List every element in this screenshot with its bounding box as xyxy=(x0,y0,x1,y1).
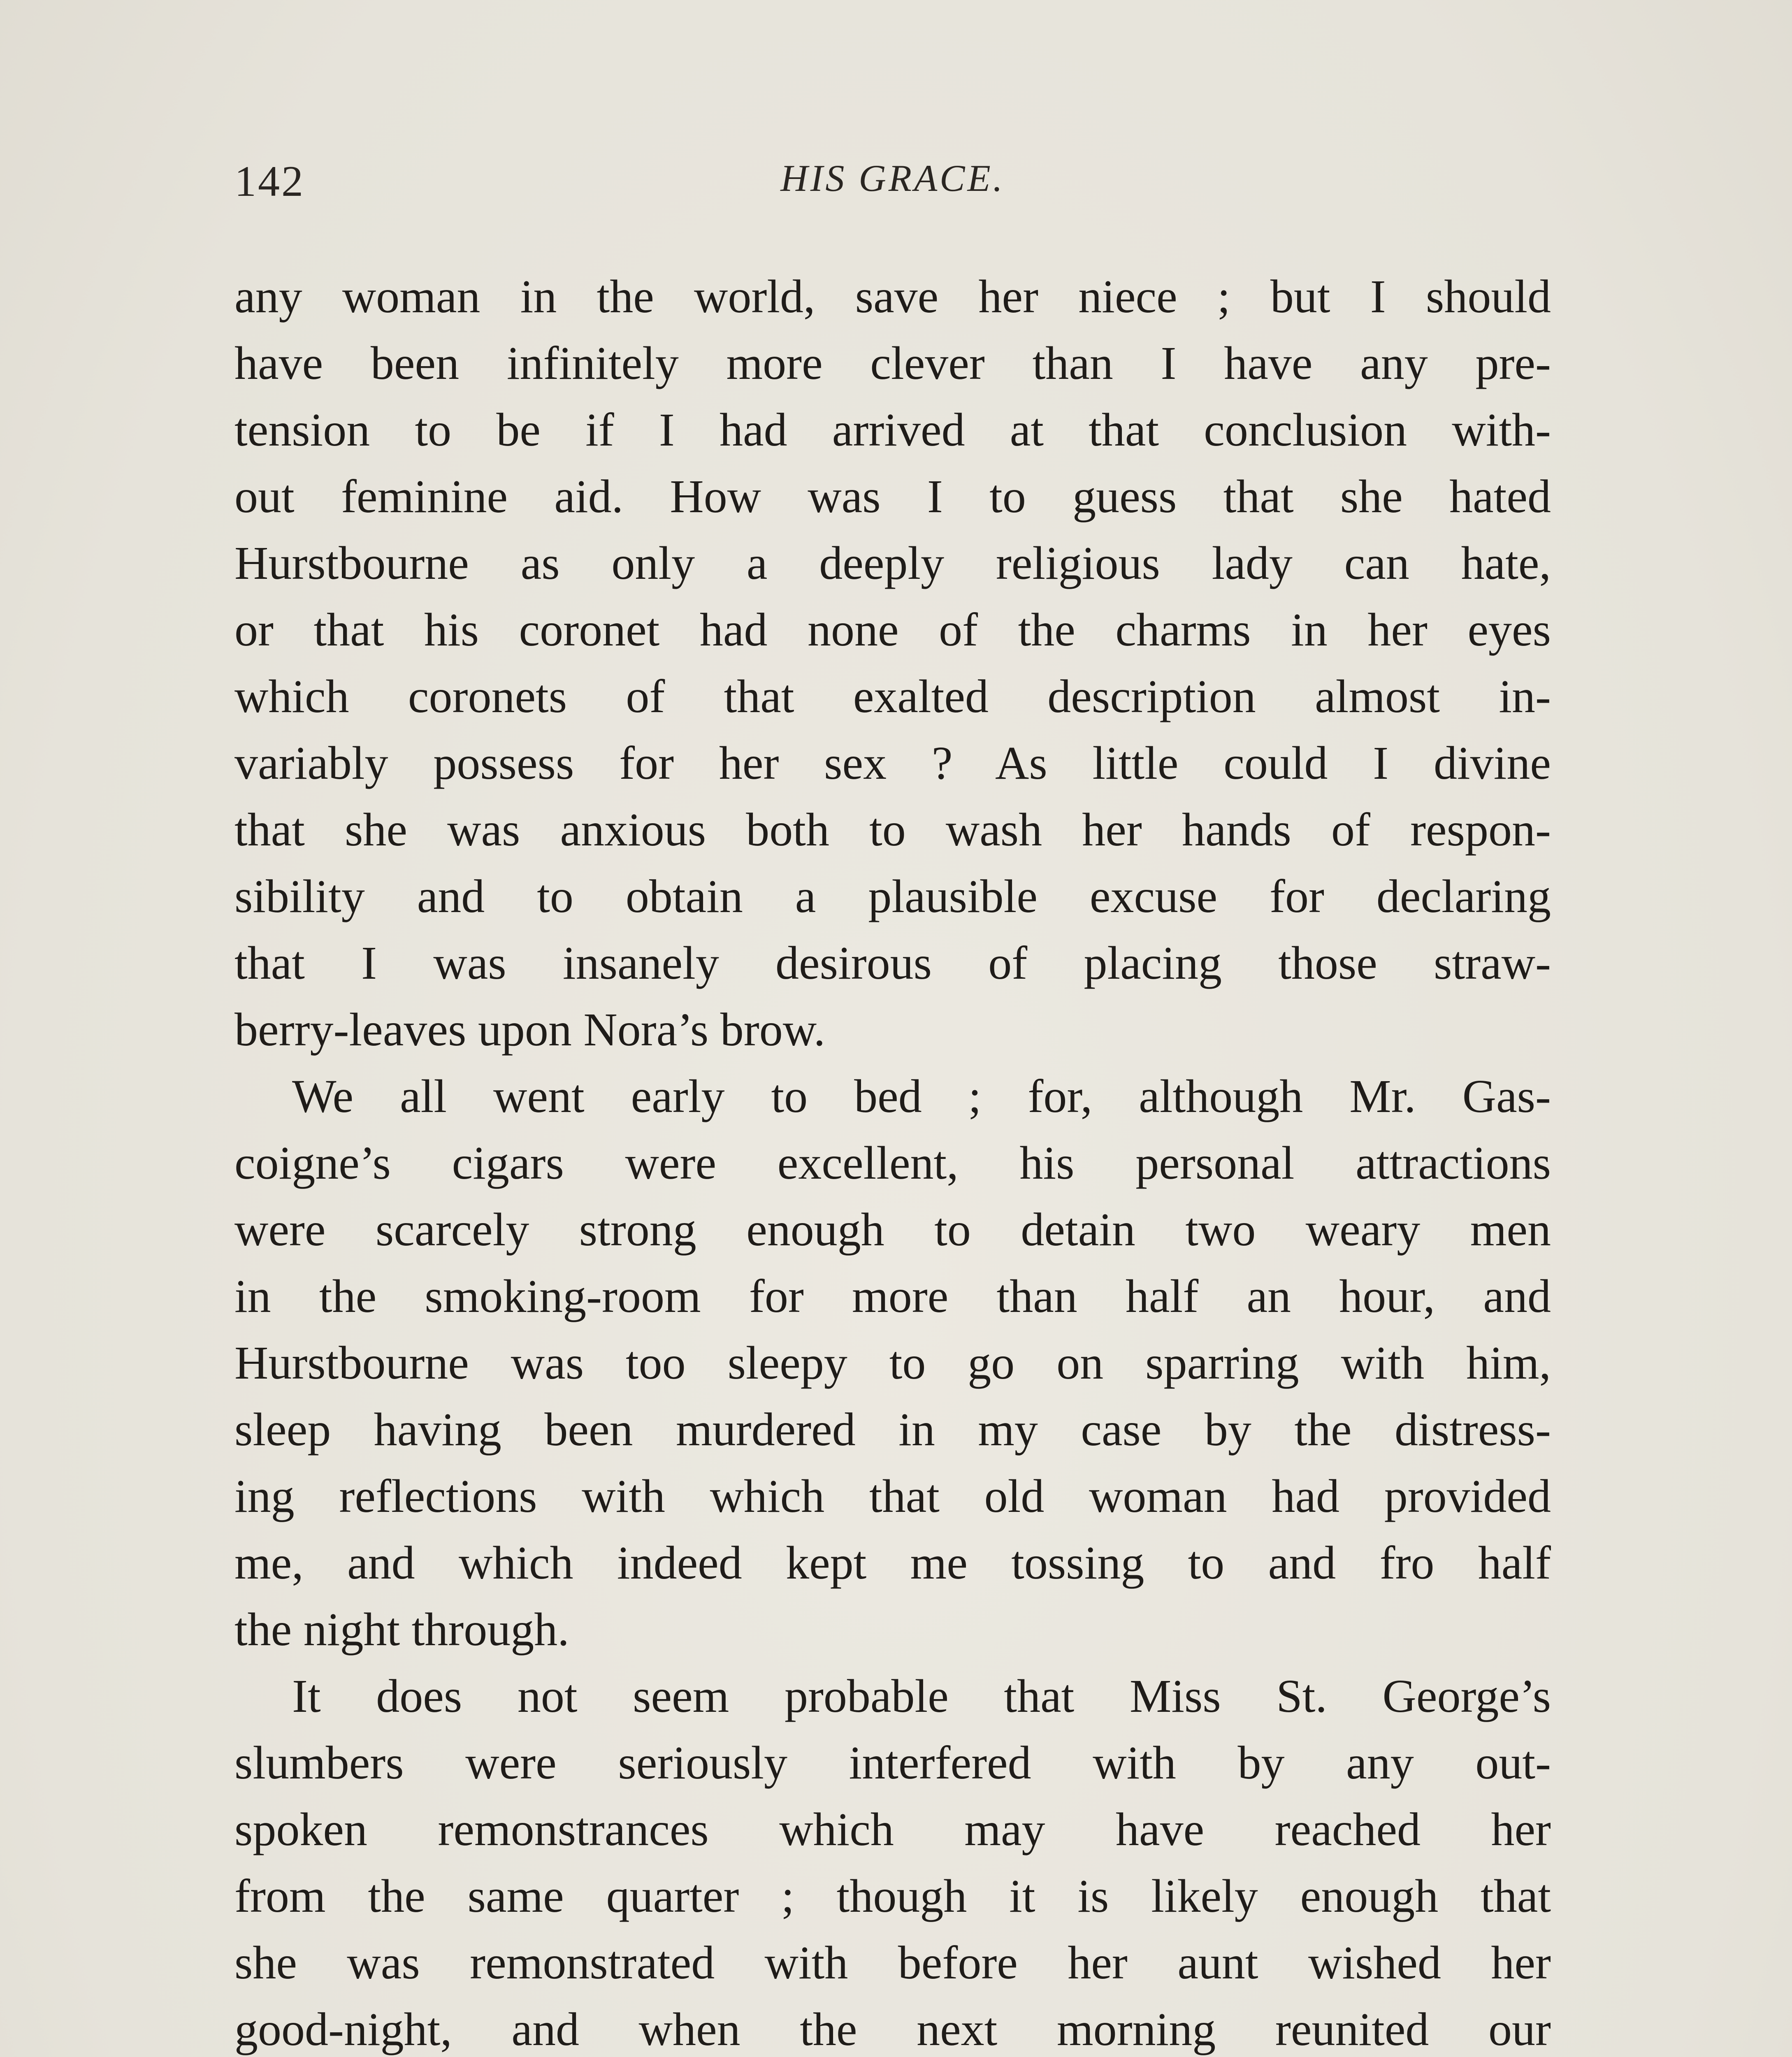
page-header xyxy=(234,156,1551,214)
text-line: Hurstbourne was too sleepy to go on sparring with him, xyxy=(234,1337,1551,1389)
text-line: tension to be if I had arrived at that conclusion with- xyxy=(234,404,1551,456)
text-line: she was remonstrated with before her aunt wished her xyxy=(234,1936,1551,1989)
text-line: or that his coronet had none of the charms in her eyes xyxy=(234,604,1551,656)
paragraph-start-line: It does not seem probable that Miss St. George’s xyxy=(292,1670,1551,1722)
text-line: which coronets of that exalted description almost in- xyxy=(234,670,1551,722)
text-line: me, and which indeed kept me tossing to and fro half xyxy=(234,1537,1551,1589)
body-text xyxy=(234,263,1551,2057)
text-line: out feminine aid. How was I to guess that she hated xyxy=(234,470,1551,522)
text-line: in the smoking-room for more than half an hour, and xyxy=(234,1270,1551,1322)
text-line: that she was anxious both to wash her hands of respon- xyxy=(234,803,1551,856)
page-number: 142 xyxy=(234,157,305,205)
text-line: from the same quarter ; though it is likely enough that xyxy=(234,1870,1551,1922)
text-line: coigne’s cigars were excellent, his personal attractions xyxy=(234,1137,1551,1189)
text-line: ing reflections with which that old woman had provided xyxy=(234,1470,1551,1522)
text-line: any woman in the world, save her niece ; but I should xyxy=(234,270,1551,323)
text-line: have been infinitely more clever than I have any pre- xyxy=(234,337,1551,389)
running-head: HIS GRACE. xyxy=(780,157,1005,199)
text-line: sleep having been murdered in my case by the distress- xyxy=(234,1403,1551,1456)
text-line: sibility and to obtain a plausible excuse for declaring xyxy=(234,870,1551,922)
paragraph-start-line: We all went early to bed ; for, although Mr. Gas- xyxy=(292,1070,1551,1122)
text-line: the night through. xyxy=(234,1603,569,1655)
text-line: Hurstbourne as only a deeply religious lady can hate, xyxy=(234,537,1551,589)
text-line: spoken remonstrances which may have reached her xyxy=(234,1803,1551,1855)
text-line: berry-leaves upon Nora’s brow. xyxy=(234,1003,826,1056)
text-line: good-night, and when the next morning reunited our xyxy=(234,2003,1551,2055)
text-line: were scarcely strong enough to detain two weary men xyxy=(234,1203,1551,1256)
text-line: slumbers were seriously interfered with by any out- xyxy=(234,1737,1551,1789)
text-line: that I was insanely desirous of placing those straw- xyxy=(234,937,1551,989)
text-line: variably possess for her sex ? As little could I divine xyxy=(234,737,1551,789)
